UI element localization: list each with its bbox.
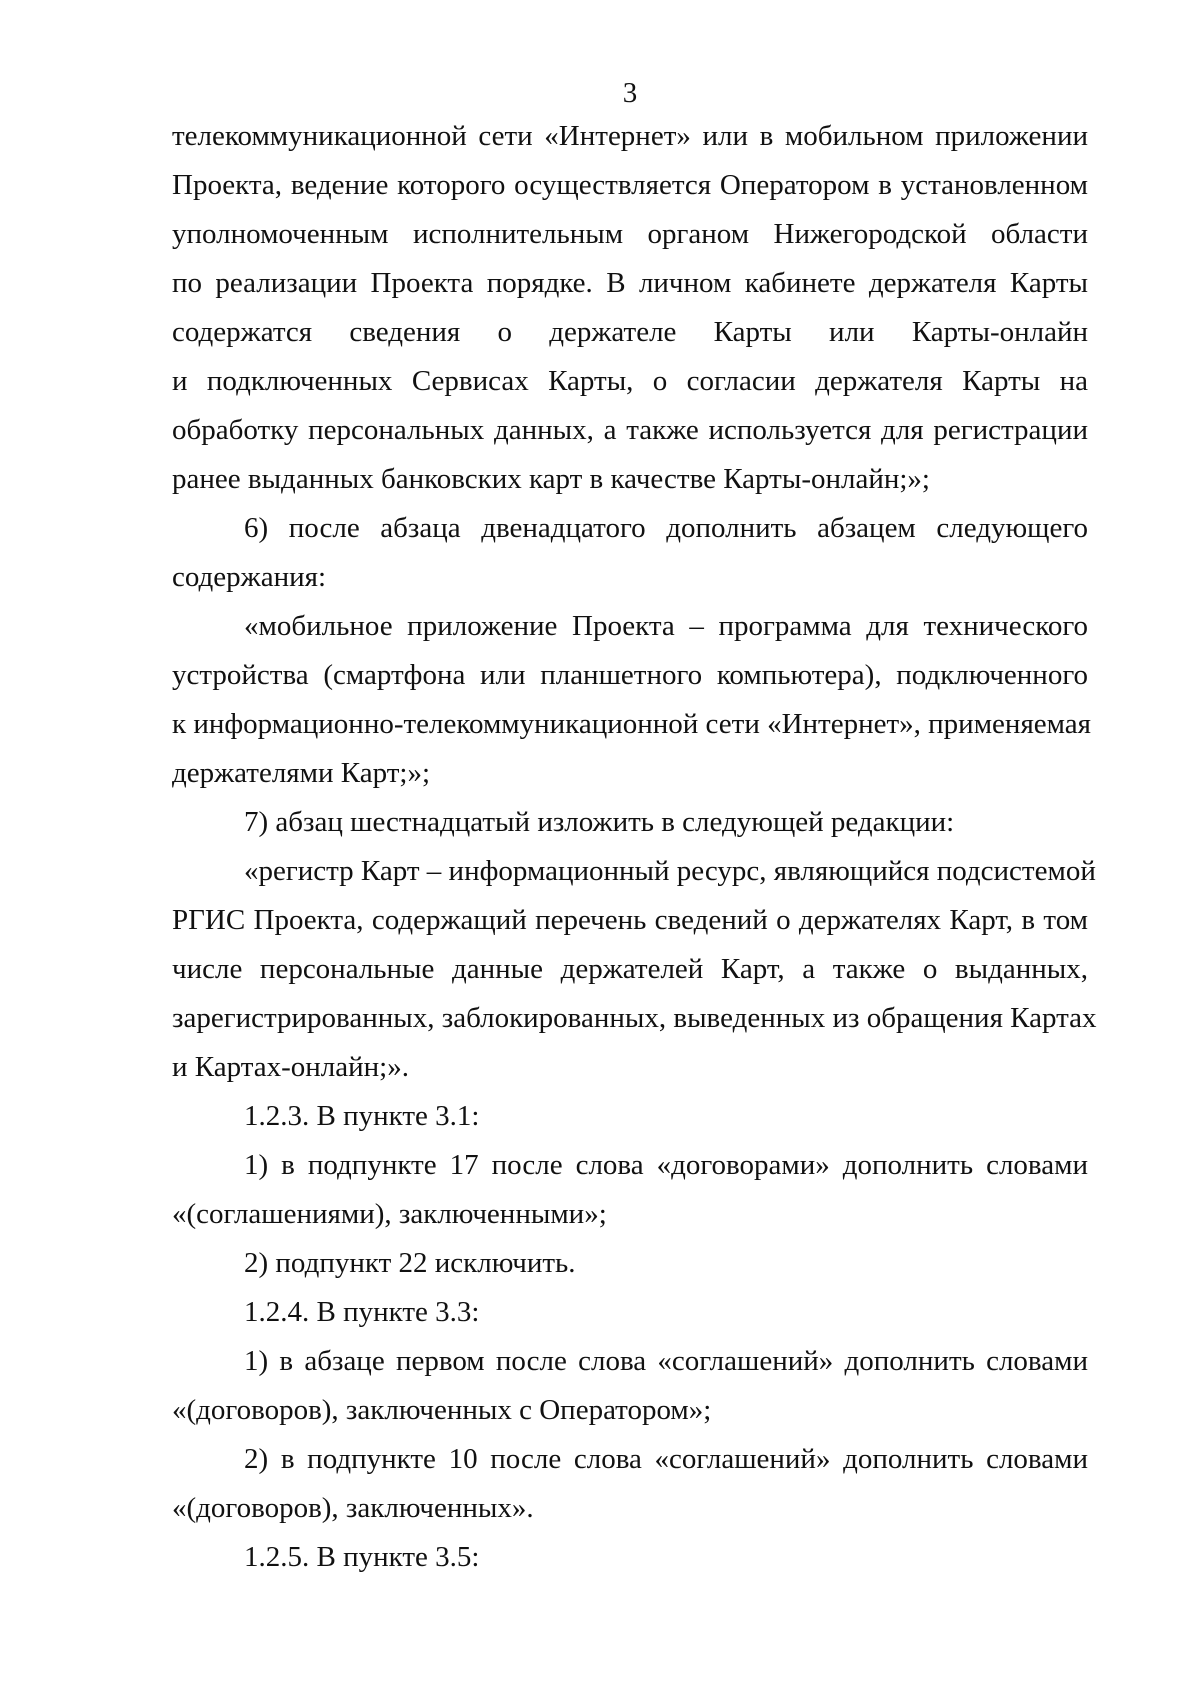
page-number: 3 bbox=[622, 77, 638, 109]
paragraph bbox=[172, 1092, 1088, 1141]
text-line: обработку персональных данных, а также используется для регистрации bbox=[172, 414, 1088, 446]
document-body bbox=[172, 112, 1097, 1582]
text-line: «(соглашениями), заключенными»; bbox=[172, 1198, 607, 1230]
text-line: зарегистрированных, заблокированных, выведенных из обращения Картах bbox=[172, 1002, 1097, 1034]
text-line: «регистр Карт – информационный ресурс, являющийся подсистемой bbox=[244, 855, 1096, 887]
text-line: содержатся сведения о держателе Карты или Карты-онлайн bbox=[172, 316, 1088, 348]
paragraph bbox=[172, 798, 1088, 847]
text-line: 1) в абзаце первом после слова «соглашений» дополнить словами bbox=[244, 1345, 1088, 1377]
paragraph bbox=[172, 1239, 1088, 1288]
text-line: 2) в подпункте 10 после слова «соглашений» дополнить словами bbox=[244, 1443, 1088, 1475]
text-line: Проекта, ведение которого осуществляется Оператором в установленном bbox=[172, 169, 1088, 201]
paragraph bbox=[172, 847, 1097, 1092]
text-line: 2) подпункт 22 исключить. bbox=[244, 1247, 576, 1279]
text-line: уполномоченным исполнительным органом Нижегородской области bbox=[172, 218, 1088, 250]
paragraph bbox=[172, 1533, 1088, 1582]
text-line: ранее выданных банковских карт в качестве Карты-онлайн;»; bbox=[172, 463, 930, 495]
text-line: и Картах-онлайн;». bbox=[172, 1051, 409, 1083]
text-line: «(договоров), заключенных». bbox=[172, 1492, 534, 1524]
text-line: телекоммуникационной сети «Интернет» или в мобильном приложении bbox=[172, 120, 1088, 152]
text-line: и подключенных Сервисах Карты, о согласии держателя Карты на bbox=[172, 365, 1088, 397]
paragraph bbox=[172, 1141, 1088, 1239]
paragraph bbox=[172, 1288, 1088, 1337]
text-line: «мобильное приложение Проекта – программа для технического bbox=[244, 610, 1088, 642]
text-line: 1.2.3. В пункте 3.1: bbox=[244, 1100, 480, 1132]
paragraph bbox=[172, 504, 1088, 602]
text-line: устройства (смартфона или планшетного компьютера), подключенного bbox=[172, 659, 1088, 691]
text-line: по реализации Проекта порядке. В личном кабинете держателя Карты bbox=[172, 267, 1088, 299]
text-line: 7) абзац шестнадцатый изложить в следующей редакции: bbox=[244, 806, 955, 838]
text-line: 1) в подпункте 17 после слова «договорами» дополнить словами bbox=[244, 1149, 1088, 1181]
text-line: 6) после абзаца двенадцатого дополнить абзацем следующего bbox=[244, 512, 1088, 544]
paragraph bbox=[172, 602, 1092, 798]
text-line: к информационно-телекоммуникационной сети «Интернет», применяемая bbox=[172, 708, 1092, 740]
text-line: 1.2.4. В пункте 3.3: bbox=[244, 1296, 480, 1328]
text-line: держателями Карт;»; bbox=[172, 757, 430, 789]
paragraph bbox=[172, 1435, 1088, 1533]
paragraph bbox=[172, 112, 1088, 504]
text-line: числе персональные данные держателей Карт, а также о выданных, bbox=[172, 953, 1088, 985]
paragraph bbox=[172, 1337, 1088, 1435]
text-line: РГИС Проекта, содержащий перечень сведений о держателях Карт, в том bbox=[172, 904, 1088, 936]
text-line: 1.2.5. В пункте 3.5: bbox=[244, 1541, 480, 1573]
text-line: содержания: bbox=[172, 561, 327, 593]
text-line: «(договоров), заключенных с Оператором»; bbox=[172, 1394, 712, 1426]
